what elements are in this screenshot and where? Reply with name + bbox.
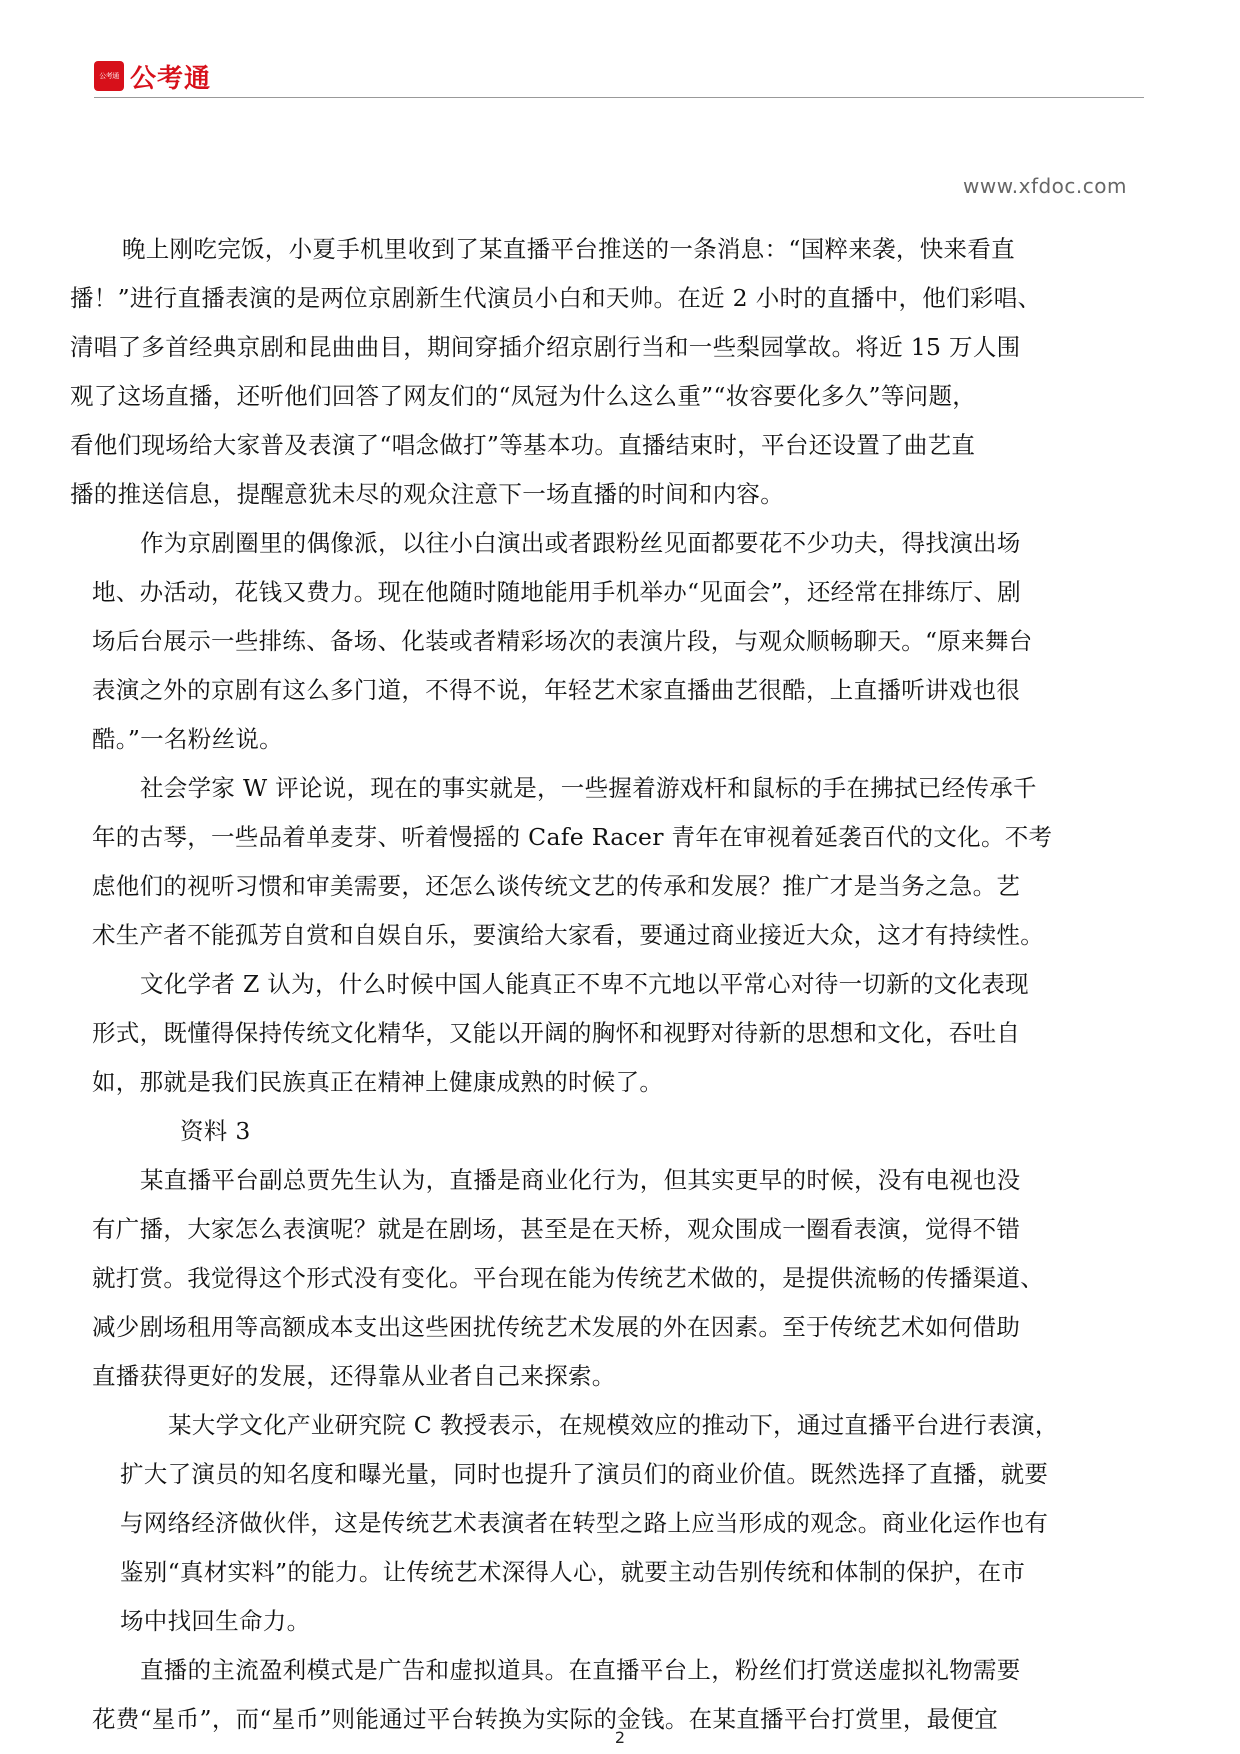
paragraph-line: 如，那就是我们民族真正在精神上健康成熟的时候了。	[92, 1068, 664, 1096]
paragraph-line: 表演之外的京剧有这么多门道，不得不说，年轻艺术家直播曲艺很酷，上直播听讲戏也很	[92, 676, 1021, 704]
paragraph-line: 花费“星币”，而“星币”则能通过平台转换为实际的金钱。在某直播平台打赏里，最便宜	[92, 1705, 999, 1733]
paragraph-line: 某大学文化产业研究院 C 教授表示，在规模效应的推动下，通过直播平台进行表演，	[168, 1411, 1059, 1439]
paragraph-line: 文化学者 Z 认为，什么时候中国人能真正不卑不亢地以平常心对待一切新的文化表现	[140, 970, 1029, 998]
logo-text: 公考通	[130, 63, 212, 94]
paragraph-line: 减少剧场租用等高额成本支出这些困扰传统艺术发展的外在因素。至于传统艺术如何借助	[92, 1313, 1021, 1341]
paragraph-line: 形式，既懂得保持传统文化精华，又能以开阔的胸怀和视野对待新的思想和文化，吞吐自	[92, 1019, 1021, 1047]
header-divider	[94, 97, 1144, 98]
paragraph-line: 场后台展示一些排练、备场、化装或者精彩场次的表演片段，与观众顺畅聊天。“原来舞台	[92, 627, 1033, 655]
paragraph-1	[70, 225, 1041, 519]
logo-badge: 公考通	[94, 61, 124, 91]
paragraph-line: 某直播平台副总贾先生认为，直播是商业化行为，但其实更早的时候，没有电视也没	[140, 1166, 1021, 1194]
paragraph-line: 看他们现场给大家普及表演了“唱念做打”等基本功。直播结束时，平台还设置了曲艺直	[70, 431, 976, 459]
page-number: 2	[614, 1728, 626, 1747]
paragraph-line: 酷。”一名粉丝说。	[92, 725, 283, 753]
paragraph-line: 播！”进行直播表演的是两位京剧新生代演员小白和天帅。在近 2 小时的直播中，他们彩唱、	[70, 284, 1042, 312]
paragraph-line: 与网络经济做伙伴，这是传统艺术表演者在转型之路上应当形成的观念。商业化运作也有	[120, 1509, 1049, 1537]
section-heading-text: 资料 3	[180, 1117, 251, 1145]
paragraph-line: 有广播，大家怎么表演呢？就是在剧场，甚至是在天桥，观众围成一圈看表演，觉得不错	[92, 1215, 1021, 1243]
paragraph-line: 年的古琴，一些品着单麦芽、听着慢摇的 Cafe Racer 青年在审视着延袭百代的文化。不考	[92, 823, 1053, 851]
paragraph-line: 社会学家 W 评论说，现在的事实就是，一些握着游戏杆和鼠标的手在拂拭已经传承千	[140, 774, 1037, 802]
paragraph-line: 直播的主流盈利模式是广告和虚拟道具。在直播平台上，粉丝们打赏送虚拟礼物需要	[140, 1656, 1021, 1684]
paragraph-line: 清唱了多首经典京剧和昆曲曲目，期间穿插介绍京剧行当和一些梨园掌故。将近 15 万人围	[70, 333, 1021, 361]
paragraph-line: 作为京剧圈里的偶像派，以往小白演出或者跟粉丝见面都要花不少功夫，得找演出场	[140, 529, 1021, 557]
paragraph-line: 播的推送信息，提醒意犹未尽的观众注意下一场直播的时间和内容。	[70, 480, 784, 508]
paragraph-2	[92, 519, 1033, 764]
paragraph-line: 虑他们的视听习惯和审美需要，还怎么谈传统文艺的传承和发展？推广才是当务之急。艺	[92, 872, 1021, 900]
section-heading	[180, 1107, 251, 1156]
paragraph-line: 地、办活动，花钱又费力。现在他随时随地能用手机举办“见面会”，还经常在排练厅、剧	[92, 578, 1022, 606]
paragraph-line: 场中找回生命力。	[120, 1607, 311, 1635]
paragraph-line: 术生产者不能孤芳自赏和自娱自乐，要演给大家看，要通过商业接近大众，这才有持续性。	[92, 921, 1044, 949]
paragraph-6	[120, 1401, 1059, 1646]
paragraph-4	[92, 960, 1029, 1107]
paragraph-line: 扩大了演员的知名度和曝光量，同时也提升了演员们的商业价值。既然选择了直播，就要	[120, 1460, 1049, 1488]
paragraph-line: 直播获得更好的发展，还得靠从业者自己来探索。	[92, 1362, 616, 1390]
paragraph-line: 鉴别“真材实料”的能力。让传统艺术深得人心，就要主动告别传统和体制的保护，在市	[120, 1558, 1026, 1586]
paragraph-line: 就打赏。我觉得这个形式没有变化。平台现在能为传统艺术做的，是提供流畅的传播渠道、	[92, 1264, 1044, 1292]
paragraph-line: 观了这场直播，还听他们回答了网友们的“凤冠为什么这么重”“妆容要化多久”等问题，	[70, 382, 977, 410]
paragraph-3	[92, 764, 1052, 960]
paragraph-5	[92, 1156, 1044, 1401]
site-url: www.xfdoc.com	[963, 174, 1127, 198]
header-logo	[94, 56, 211, 96]
paragraph-line: 晚上刚吃完饭，小夏手机里收到了某直播平台推送的一条消息：“国粹来袭，快来看直	[122, 235, 1015, 263]
